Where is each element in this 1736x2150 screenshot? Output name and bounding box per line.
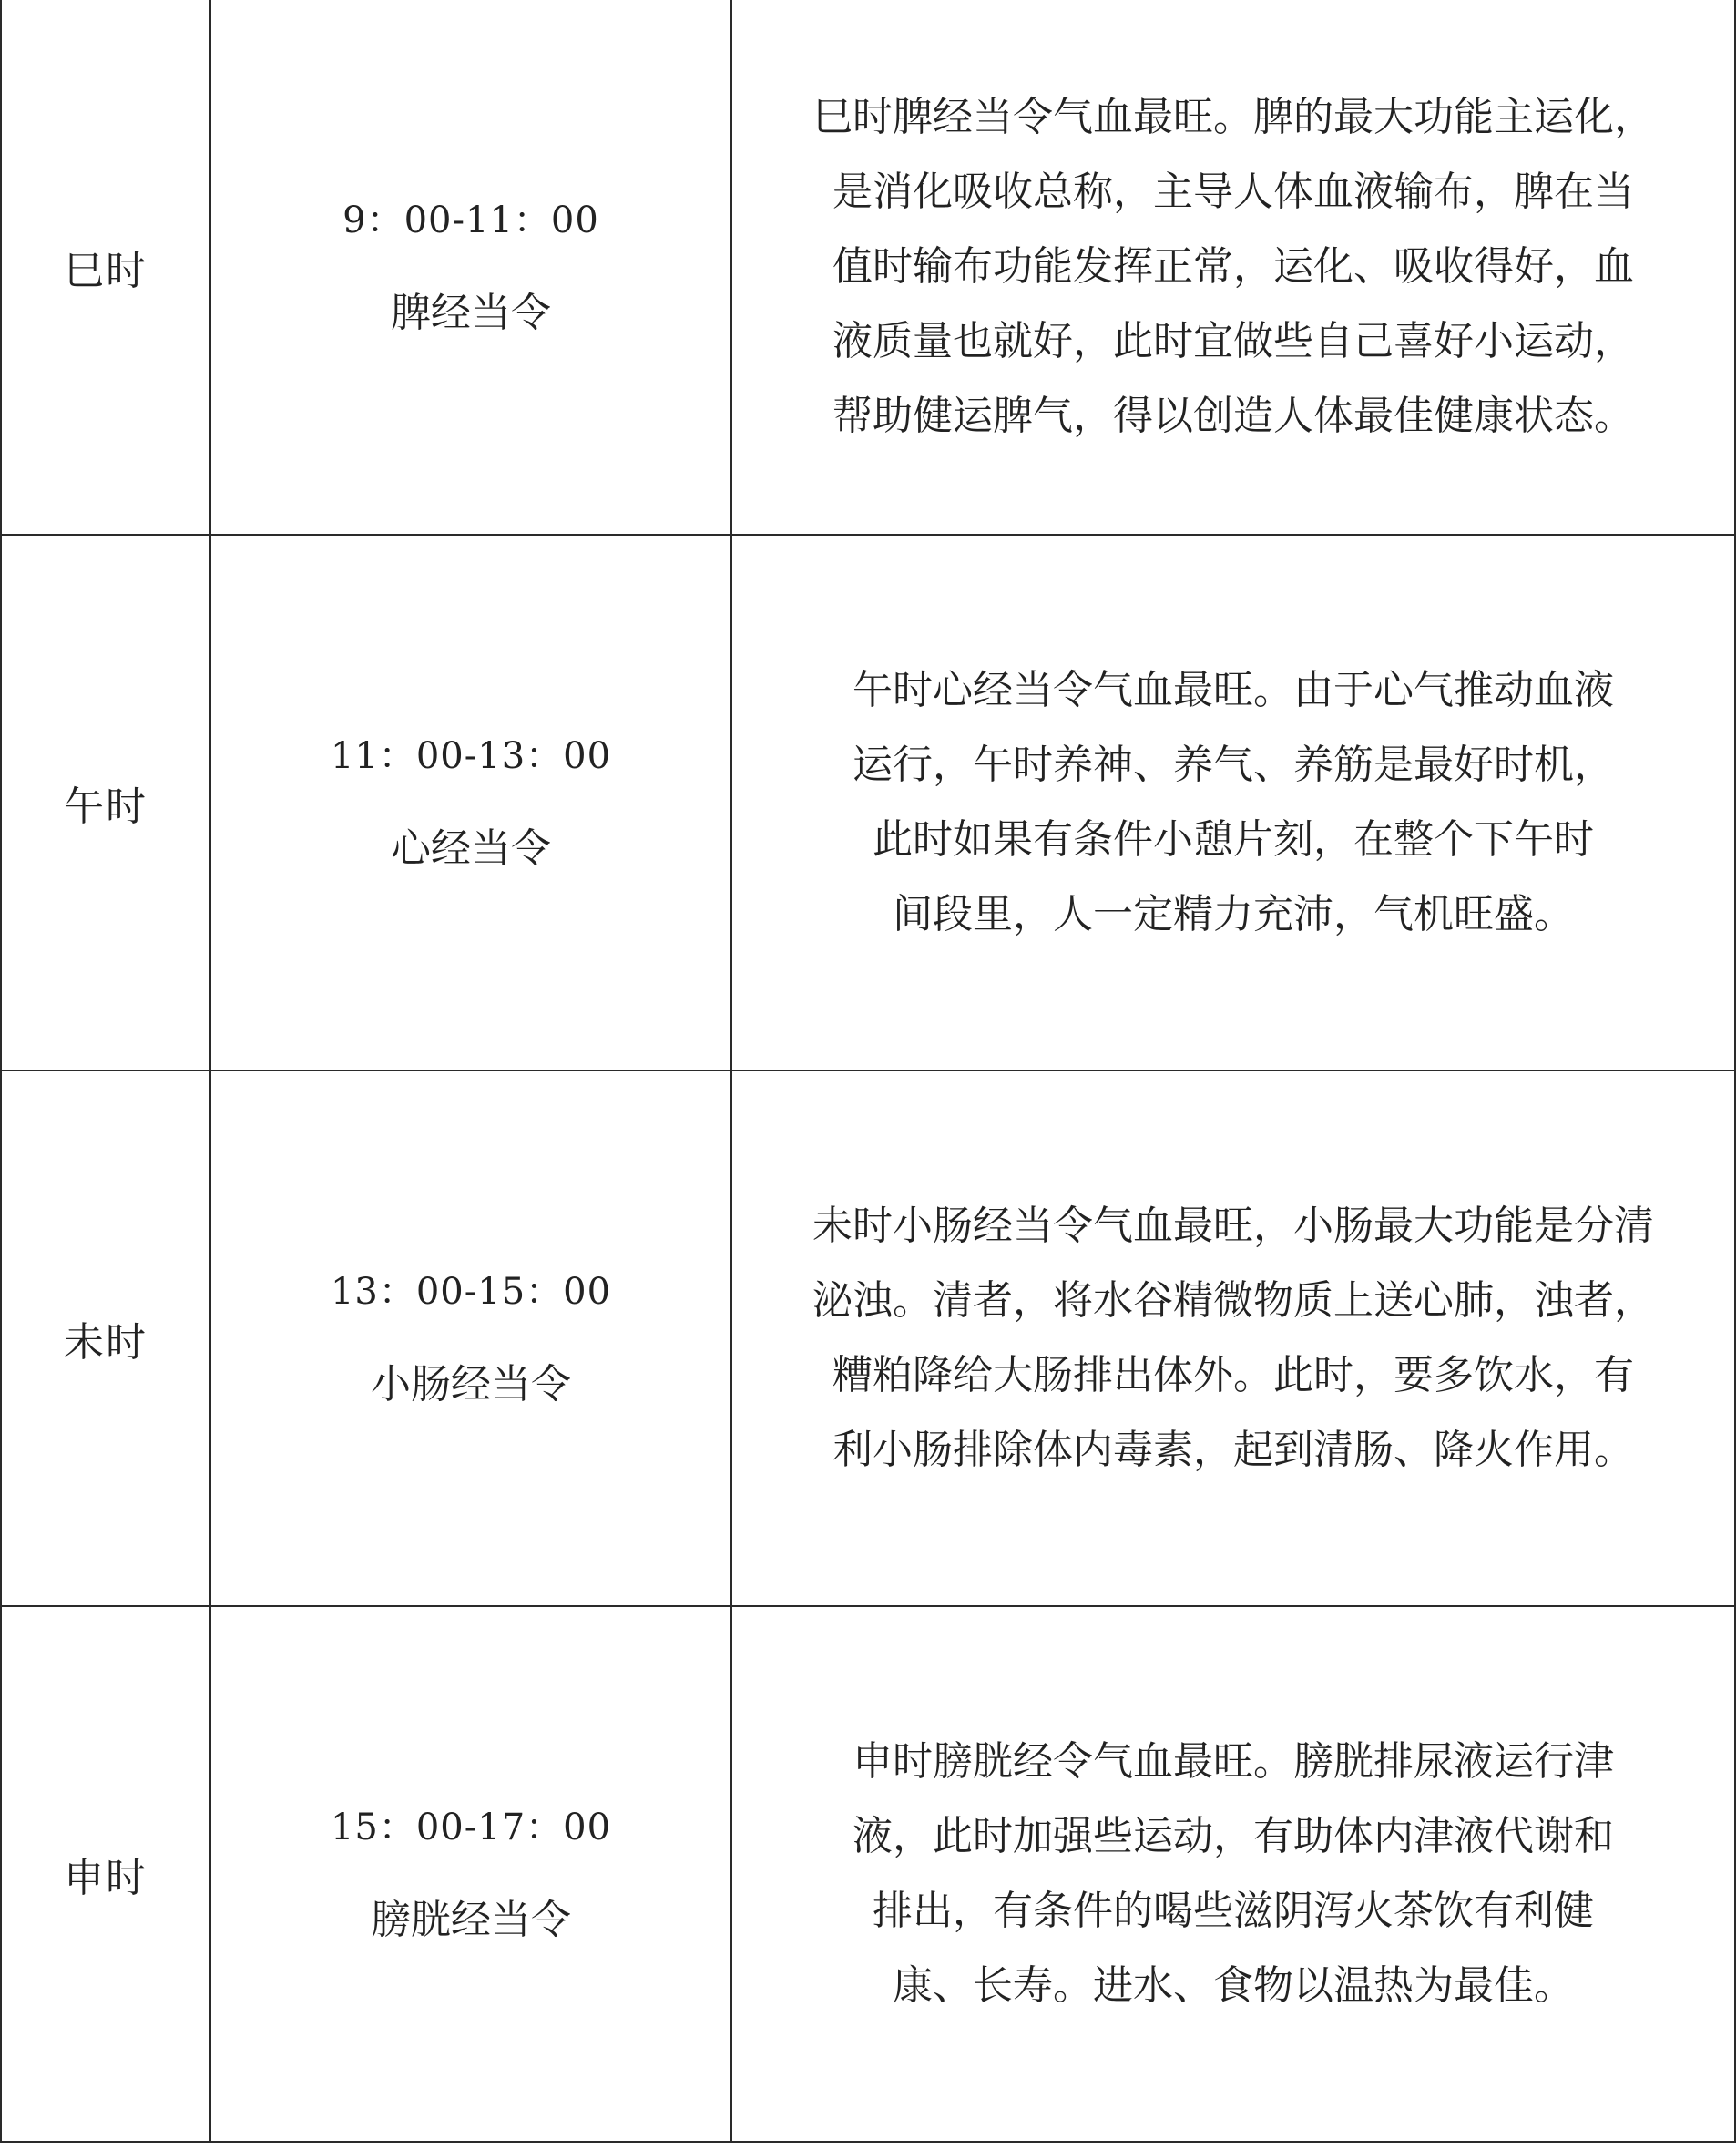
- description-text: 未时小肠经当令气血最旺，小肠最大功能是分清 泌浊。清者，将水谷精微物质上送心肺，浊者， 糟粕降给大肠排出体外。此时，要多饮水，有 利小肠排除体内毒素，起到清肠、降火作用。: [812, 1203, 1654, 1473]
- shichen-cell: [1, 1070, 210, 1606]
- time-cell: [210, 0, 731, 535]
- time-range: 11：00-13：00: [330, 735, 612, 777]
- meridian-label: 膀胱经当令: [371, 1897, 571, 1943]
- table-row: [1, 1606, 1735, 2142]
- shichen-label: 申时: [64, 1855, 148, 1901]
- description-text: 巳时脾经当令气血最旺。脾的最大功能主运化， 是消化吸收总称，主导人体血液输布，脾在当 值时输布功能发挥正常，运化、吸收得好，血 液质量也就好，此时宜做些自己喜好小运动， 帮助健运脾气，得以创造人体最佳健康状态。: [812, 94, 1654, 439]
- time-cell: [210, 1070, 731, 1606]
- meridian-label: 心经当令: [391, 825, 551, 872]
- shichen-label: 巳时: [64, 248, 148, 294]
- meridian-label: 小肠经当令: [371, 1361, 571, 1408]
- shichen-cell: [1, 1606, 210, 2142]
- shichen-label: 未时: [64, 1319, 148, 1366]
- time-range: 15：00-17：00: [330, 1807, 612, 1848]
- meridian-label: 脾经当令: [391, 290, 551, 336]
- time-range: 9：00-11：00: [342, 200, 599, 241]
- description-cell: [731, 0, 1735, 535]
- description-cell: [731, 1606, 1735, 2142]
- time-cell: [210, 1606, 731, 2142]
- shichen-label: 午时: [64, 783, 148, 830]
- description-text: 午时心经当令气血最旺。由于心气推动血液 运行，午时养神、养气、养筋是最好时机， 此时如果有条件小憩片刻，在整个下午时 间段里，人一定精力充沛，气机旺盛。: [853, 667, 1614, 937]
- time-cell: [210, 535, 731, 1070]
- description-cell: [731, 535, 1735, 1070]
- description-text: 申时膀胱经令气血最旺。膀胱排尿液运行津 液，此时加强些运动，有助体内津液代谢和 排出，有条件的喝些滋阴泻火茶饮有利健 康、长寿。进水、食物以温热为最佳。: [853, 1738, 1614, 2009]
- time-range: 13：00-15：00: [330, 1271, 612, 1313]
- shichen-cell: [1, 0, 210, 535]
- description-cell: [731, 1070, 1735, 1606]
- table-row: [1, 1070, 1735, 1606]
- table-row: [1, 535, 1735, 1070]
- shichen-cell: [1, 535, 210, 1070]
- table-row: [1, 0, 1735, 535]
